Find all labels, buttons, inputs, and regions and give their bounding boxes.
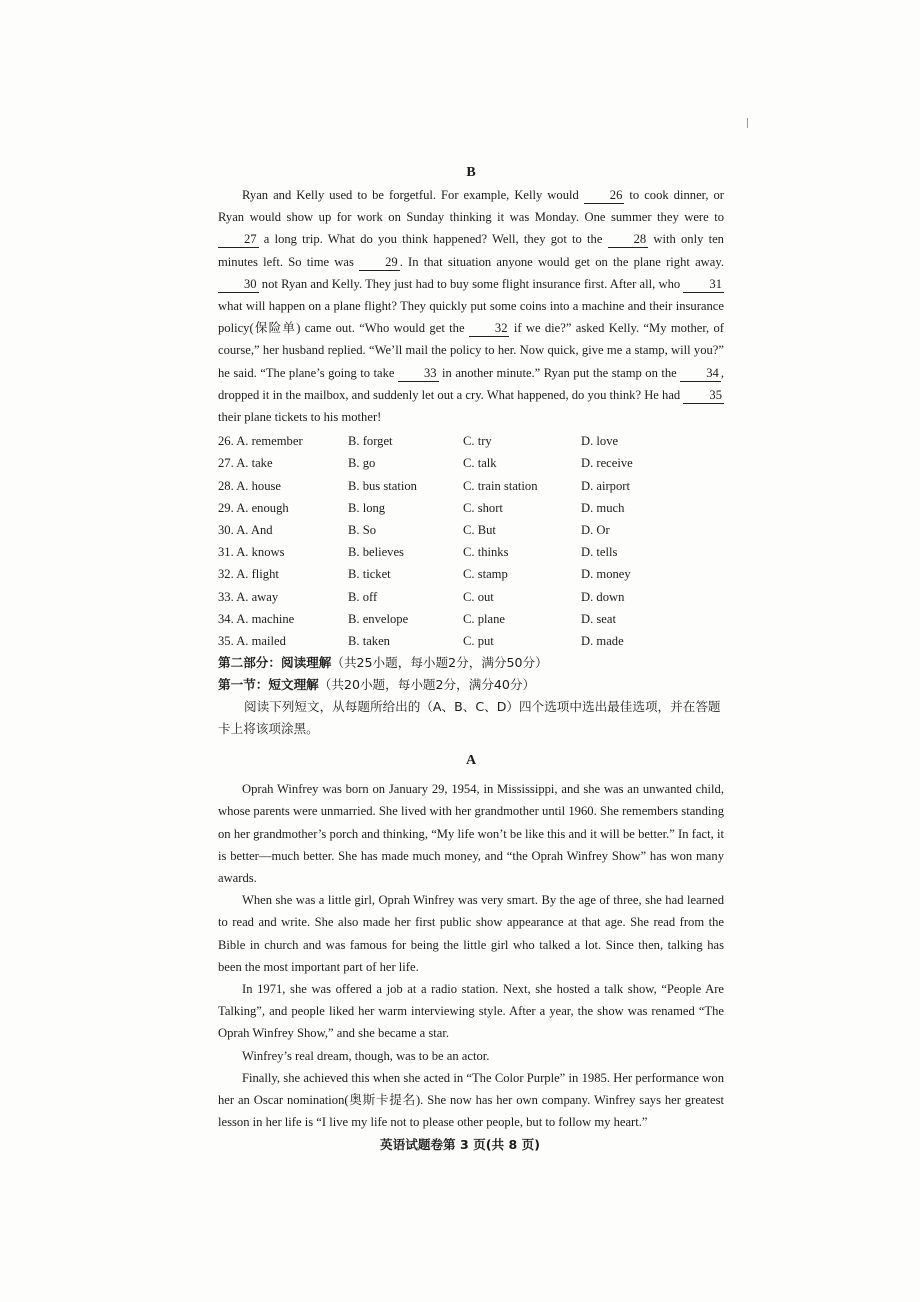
question-31-option-c: C. thinks bbox=[463, 545, 509, 560]
question-27-option-d: D. receive bbox=[581, 456, 633, 471]
question-28-option-a: 28. A. house bbox=[218, 478, 281, 493]
option-a-text: A. take bbox=[236, 456, 273, 471]
option-a-text: A. machine bbox=[236, 611, 295, 626]
question-32-option-b: B. ticket bbox=[348, 567, 391, 582]
question-30-option-d: D. Or bbox=[581, 522, 610, 537]
question-28-option-c: C. train station bbox=[463, 478, 538, 493]
question-26-option-d: D. love bbox=[581, 434, 619, 449]
question-35-option-b: B. taken bbox=[348, 633, 390, 648]
question-number: 35 bbox=[218, 633, 231, 648]
cloze-text-segment: , dropped it in the mailbox, and suddenly let out a cry. What happened, do you think? He had bbox=[218, 365, 724, 402]
part2-heading-title: 第二部分：阅读理解 bbox=[218, 655, 332, 671]
question-30-option-b: B. So bbox=[348, 522, 376, 537]
question-number: 34 bbox=[218, 611, 231, 626]
passage-a bbox=[218, 778, 724, 1133]
question-number: 32 bbox=[218, 567, 231, 582]
question-27-option-a: 27. A. take bbox=[218, 456, 273, 471]
question-29-option-b: B. long bbox=[348, 500, 386, 515]
question-32-option-d: D. money bbox=[581, 567, 631, 582]
option-a-text: A. house bbox=[236, 478, 281, 493]
cloze-blank-30: 30 bbox=[218, 277, 259, 293]
question-26-option-a: 26. A. remember bbox=[218, 434, 303, 449]
cloze-blank-35: 35 bbox=[683, 388, 724, 404]
question-28-option-d: D. airport bbox=[581, 478, 630, 493]
cloze-blank-32: 32 bbox=[469, 321, 510, 337]
section1-heading bbox=[218, 674, 724, 696]
option-a-text: A. remember bbox=[236, 434, 303, 449]
cloze-text-segment: what will happen on a plane flight? They quickly put some coins into a machine and their insurance policy(保险单) came out. “Who would get the bbox=[218, 299, 724, 336]
cloze-text-segment: their plane tickets to his mother! bbox=[218, 410, 382, 425]
question-number: 26 bbox=[218, 434, 231, 449]
cloze-text-segment: Ryan and Kelly used to be forgetful. For example, Kelly would bbox=[242, 188, 584, 202]
question-number: 31 bbox=[218, 545, 231, 560]
question-35-option-d: D. made bbox=[581, 633, 624, 648]
question-35-option-c: C. put bbox=[463, 633, 494, 648]
question-27-option-c: C. talk bbox=[463, 456, 497, 471]
cloze-passage bbox=[218, 184, 724, 428]
question-26-option-b: B. forget bbox=[348, 434, 393, 449]
cloze-blank-33: 33 bbox=[398, 366, 439, 382]
cloze-text-segment: if we die?” asked Kelly. “My mother, of course,” her husband replied. “We’ll mail the policy to her. Now quick, give me a stamp, will you?” he said. “The plane’s going to take bbox=[218, 321, 724, 380]
question-33-option-a: 33. A. away bbox=[218, 589, 279, 604]
cloze-blank-27: 27 bbox=[218, 232, 259, 248]
question-row-27 bbox=[218, 452, 724, 474]
section1-heading-detail: （共20小题，每小题2分，满分40分） bbox=[318, 677, 536, 693]
passage-a-paragraph: When she was a little girl, Oprah Winfrey was very smart. By the age of three, she had learned to read and write. She also made her first public show appearance at that age. She read from the Bible in church and was famous for being the little girl who talked a lot. Since then, talking has been the most important part of her life. bbox=[218, 893, 724, 974]
question-29-option-d: D. much bbox=[581, 500, 625, 515]
question-29-option-c: C. short bbox=[463, 500, 503, 515]
question-32-option-a: 32. A. flight bbox=[218, 567, 279, 582]
question-34-option-b: B. envelope bbox=[348, 611, 409, 626]
cloze-text-segment: in another minute.” Ryan put the stamp on the bbox=[438, 365, 681, 380]
cloze-options bbox=[218, 430, 724, 652]
question-33-option-d: D. down bbox=[581, 589, 625, 604]
question-30-option-c: C. But bbox=[463, 522, 496, 537]
option-a-text: A. And bbox=[236, 522, 273, 537]
scan-mark bbox=[747, 118, 748, 128]
question-row-34 bbox=[218, 608, 724, 630]
cloze-text-segment: . In that situation anyone would get on the plane right away. bbox=[399, 254, 724, 269]
question-33-option-b: B. off bbox=[348, 589, 378, 604]
part2-heading bbox=[218, 652, 724, 674]
cloze-text-segment: to cook dinner, or Ryan would show up for work on Sunday thinking it was Monday. One summer they were to bbox=[218, 188, 724, 225]
question-27-option-b: B. go bbox=[348, 456, 376, 471]
question-number: 33 bbox=[218, 589, 231, 604]
cloze-blank-28: 28 bbox=[608, 232, 649, 248]
option-a-text: A. knows bbox=[236, 545, 285, 560]
passage-a-title: A bbox=[465, 753, 477, 769]
cloze-section-title: B bbox=[466, 165, 476, 180]
question-34-option-c: C. plane bbox=[463, 611, 505, 626]
question-33-option-c: C. out bbox=[463, 589, 494, 604]
section1-instructions: 阅读下列短文，从每题所给出的（A、B、C、D）四个选项中选出最佳选项，并在答题卡上将该项涂黑。 bbox=[218, 699, 721, 737]
question-row-33 bbox=[218, 586, 724, 608]
cloze-blank-26: 26 bbox=[584, 188, 625, 204]
question-number: 28 bbox=[218, 478, 231, 493]
question-31-option-a: 31. A. knows bbox=[218, 545, 285, 560]
question-row-26 bbox=[218, 430, 724, 452]
cloze-text-segment: not Ryan and Kelly. They just had to buy some flight insurance first. After all, who bbox=[258, 276, 684, 291]
section1-heading-title: 第一节：短文理解 bbox=[218, 677, 319, 693]
question-number: 27 bbox=[218, 456, 231, 471]
question-34-option-a: 34. A. machine bbox=[218, 611, 295, 626]
question-32-option-c: C. stamp bbox=[463, 567, 508, 582]
cloze-blank-31: 31 bbox=[683, 277, 724, 293]
part2-heading-detail: （共25小题，每小题2分，满分50分） bbox=[331, 655, 548, 671]
option-a-text: A. enough bbox=[236, 500, 289, 515]
question-29-option-a: 29. A. enough bbox=[218, 500, 289, 515]
question-28-option-b: B. bus station bbox=[348, 478, 417, 493]
passage-a-paragraph: Winfrey’s real dream, though, was to be an actor. bbox=[242, 1048, 490, 1063]
question-row-28 bbox=[218, 475, 724, 497]
cloze-text-segment: a long trip. What do you think happened? Well, they got to the bbox=[258, 232, 608, 247]
question-31-option-d: D. tells bbox=[581, 545, 618, 560]
question-row-29 bbox=[218, 497, 724, 519]
question-34-option-d: D. seat bbox=[581, 611, 616, 626]
passage-a-paragraph: Oprah Winfrey was born on January 29, 1954, in Mississippi, and she was an unwanted child, whose parents were unmarried. She lived with her grandmother until 1960. She remembers standing on her grandmother’s porch and thinking, “My life won’t be like this and it will be better.” In fact, it is better—much better. She has made much money, and “the Oprah Winfrey Show” has won many awards. bbox=[218, 782, 724, 885]
question-30-option-a: 30. A. And bbox=[218, 522, 273, 537]
question-26-option-c: C. try bbox=[463, 434, 492, 449]
page-footer: 英语试题卷第 3 页(共 8 页) bbox=[380, 1137, 540, 1152]
option-a-text: A. mailed bbox=[236, 633, 286, 648]
option-a-text: A. flight bbox=[236, 567, 279, 582]
question-row-31 bbox=[218, 541, 724, 563]
question-number: 29 bbox=[218, 500, 231, 515]
question-row-32 bbox=[218, 563, 724, 585]
question-35-option-a: 35. A. mailed bbox=[218, 633, 286, 648]
passage-a-paragraph: In 1971, she was offered a job at a radio station. Next, she hosted a talk show, “People Are Talking”, and people liked her warm interviewing style. After a year, the show was renamed “The Oprah Winfrey Show,” and she became a star. bbox=[218, 981, 724, 1041]
cloze-text-segment: with only ten minutes left. So time was bbox=[218, 232, 724, 269]
option-a-text: A. away bbox=[236, 589, 279, 604]
question-row-35 bbox=[218, 630, 724, 652]
cloze-blank-29: 29 bbox=[359, 255, 400, 271]
question-number: 30 bbox=[218, 522, 231, 537]
passage-a-paragraph: Finally, she achieved this when she acted in “The Color Purple” in 1985. Her performance won her an Oscar nomination(奥斯卡提名). She now has her own company. Winfrey says her greatest lesson in her life is “I live my life not to please other people, but to follow my heart.” bbox=[218, 1070, 724, 1130]
question-row-30 bbox=[218, 519, 724, 541]
question-31-option-b: B. believes bbox=[348, 545, 404, 560]
cloze-blank-34: 34 bbox=[680, 366, 721, 382]
exam-page bbox=[218, 162, 724, 1133]
